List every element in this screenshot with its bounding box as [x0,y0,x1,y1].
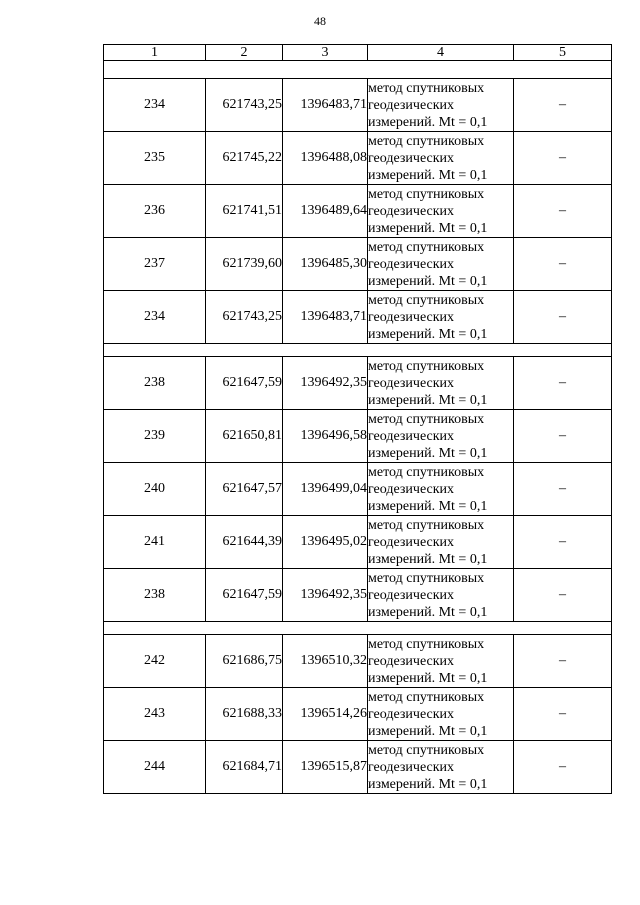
y-coordinate-cell: 1396489,64 [283,185,368,238]
x-coordinate-cell: 621650,81 [206,410,283,463]
method-text-line: измерений. Mt = 0,1 [368,445,488,461]
page-number: 48 [314,14,326,28]
x-coordinate-cell: 621684,71 [206,741,283,794]
group-separator-cell [104,61,612,79]
method-cell [368,688,514,741]
x-coordinate-cell: 621647,59 [206,357,283,410]
note-cell: – [514,688,612,741]
method-cell [368,569,514,622]
y-coordinate-cell: 1396488,08 [283,132,368,185]
column-header-2: 2 [206,45,283,61]
table-row [104,291,612,344]
table-row [104,516,612,569]
method-text-line: геодезических [368,203,455,219]
method-cell [368,291,514,344]
note-cell: – [514,291,612,344]
note-cell: – [514,238,612,291]
method-cell [368,185,514,238]
table-row [104,569,612,622]
method-text-line: геодезических [368,428,455,444]
group-separator-row [104,61,612,79]
point-number-cell: 238 [104,357,206,410]
point-number-cell: 244 [104,741,206,794]
note-cell: – [514,132,612,185]
x-coordinate-cell: 621647,57 [206,463,283,516]
method-text-line: метод спутниковых [368,464,485,480]
column-header-1: 1 [104,45,206,61]
y-coordinate-cell: 1396483,71 [283,79,368,132]
point-number-cell: 234 [104,79,206,132]
method-cell [368,132,514,185]
method-text-line: измерений. Mt = 0,1 [368,114,488,130]
table-row [104,357,612,410]
method-cell [368,238,514,291]
method-text-line: метод спутниковых [368,80,485,96]
method-text-line: метод спутниковых [368,239,485,255]
table-body [104,61,612,794]
y-coordinate-cell: 1396499,04 [283,463,368,516]
method-text-line: геодезических [368,587,455,603]
column-header-4: 4 [368,45,514,61]
table-row [104,688,612,741]
table-header [104,45,612,61]
method-text-line: геодезических [368,534,455,550]
method-text-line: метод спутниковых [368,636,485,652]
y-coordinate-cell: 1396496,58 [283,410,368,463]
method-text-line: измерений. Mt = 0,1 [368,723,488,739]
coordinates-table [103,44,612,794]
note-cell: – [514,741,612,794]
y-coordinate-cell: 1396510,32 [283,635,368,688]
y-coordinate-cell: 1396483,71 [283,291,368,344]
point-number-cell: 240 [104,463,206,516]
y-coordinate-cell: 1396495,02 [283,516,368,569]
method-cell [368,410,514,463]
note-cell: – [514,635,612,688]
point-number-cell: 243 [104,688,206,741]
y-coordinate-cell: 1396492,35 [283,569,368,622]
method-text-line: измерений. Mt = 0,1 [368,167,488,183]
group-separator-cell [104,622,612,635]
table-row [104,185,612,238]
table-row [104,79,612,132]
method-text-line: геодезических [368,759,455,775]
method-text-line: метод спутниковых [368,133,485,149]
method-cell [368,516,514,569]
note-cell: – [514,185,612,238]
table-row [104,635,612,688]
column-header-3: 3 [283,45,368,61]
method-text-line: геодезических [368,150,455,166]
y-coordinate-cell: 1396485,30 [283,238,368,291]
note-cell: – [514,463,612,516]
y-coordinate-cell: 1396514,26 [283,688,368,741]
note-cell: – [514,79,612,132]
method-cell [368,463,514,516]
y-coordinate-cell: 1396515,87 [283,741,368,794]
method-text-line: геодезических [368,706,455,722]
method-text-line: измерений. Mt = 0,1 [368,392,488,408]
point-number-cell: 238 [104,569,206,622]
method-cell [368,635,514,688]
x-coordinate-cell: 621647,59 [206,569,283,622]
y-coordinate-cell: 1396492,35 [283,357,368,410]
x-coordinate-cell: 621743,25 [206,291,283,344]
method-text-line: геодезических [368,375,455,391]
table-row [104,132,612,185]
point-number-cell: 236 [104,185,206,238]
method-text-line: измерений. Mt = 0,1 [368,776,488,792]
x-coordinate-cell: 621745,22 [206,132,283,185]
method-text-line: измерений. Mt = 0,1 [368,498,488,514]
group-separator-cell [104,344,612,357]
x-coordinate-cell: 621644,39 [206,516,283,569]
method-text-line: геодезических [368,309,455,325]
method-text-line: измерений. Mt = 0,1 [368,551,488,567]
method-text-line: геодезических [368,97,455,113]
method-text-line: измерений. Mt = 0,1 [368,326,488,342]
method-text-line: метод спутниковых [368,742,485,758]
group-separator-row [104,622,612,635]
method-text-line: метод спутниковых [368,517,485,533]
x-coordinate-cell: 621743,25 [206,79,283,132]
column-header-5: 5 [514,45,612,61]
table-row [104,238,612,291]
method-text-line: метод спутниковых [368,358,485,374]
point-number-cell: 235 [104,132,206,185]
point-number-cell: 237 [104,238,206,291]
note-cell: – [514,569,612,622]
note-cell: – [514,516,612,569]
method-text-line: метод спутниковых [368,570,485,586]
method-text-line: геодезических [368,653,455,669]
method-text-line: метод спутниковых [368,292,485,308]
point-number-cell: 241 [104,516,206,569]
x-coordinate-cell: 621686,75 [206,635,283,688]
x-coordinate-cell: 621739,60 [206,238,283,291]
x-coordinate-cell: 621741,51 [206,185,283,238]
x-coordinate-cell: 621688,33 [206,688,283,741]
note-cell: – [514,357,612,410]
note-cell: – [514,410,612,463]
method-text-line: измерений. Mt = 0,1 [368,670,488,686]
method-text-line: метод спутниковых [368,186,485,202]
method-text-line: измерений. Mt = 0,1 [368,273,488,289]
method-text-line: измерений. Mt = 0,1 [368,604,488,620]
group-separator-row [104,344,612,357]
method-text-line: метод спутниковых [368,411,485,427]
method-cell [368,741,514,794]
method-cell [368,357,514,410]
method-text-line: измерений. Mt = 0,1 [368,220,488,236]
method-text-line: метод спутниковых [368,689,485,705]
method-text-line: геодезических [368,256,455,272]
method-cell [368,79,514,132]
method-text-line: геодезических [368,481,455,497]
table-row [104,410,612,463]
table-row [104,741,612,794]
point-number-cell: 239 [104,410,206,463]
point-number-cell: 234 [104,291,206,344]
point-number-cell: 242 [104,635,206,688]
table-row [104,463,612,516]
